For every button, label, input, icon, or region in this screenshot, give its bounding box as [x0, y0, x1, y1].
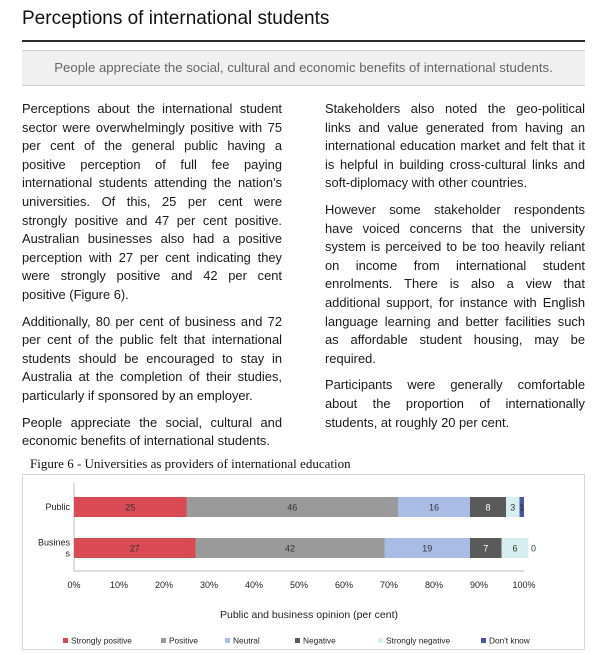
data-label: 16 [428, 502, 440, 513]
category-label: Busines [37, 537, 70, 548]
chart-frame [22, 474, 585, 650]
x-tick-label: 40% [244, 580, 264, 590]
legend-label: Strongly negative [386, 635, 451, 646]
body-column-left [22, 100, 282, 459]
category-label: Public [45, 502, 70, 512]
stacked-bar-chart [23, 475, 584, 649]
paragraph: People appreciate the social, cultural and economic benefits of international students. [22, 414, 282, 449]
legend-label: Neutral [233, 635, 260, 646]
legend-label: Strongly positive [71, 635, 132, 646]
data-label: 46 [287, 502, 298, 513]
data-label: 27 [129, 543, 140, 554]
x-tick-label: 60% [334, 580, 354, 590]
x-tick-label: 0% [67, 580, 81, 590]
legend-swatch [378, 638, 383, 643]
data-label: 19 [422, 543, 433, 554]
data-label: 0 [530, 543, 537, 554]
paragraph: Additionally, 80 per cent of business and 72 per cent of the public felt that international students should be encouraged to stay in Australia at the completion of their studies, particularly if sponsored by an employer. [22, 313, 282, 403]
legend-swatch [161, 638, 166, 643]
title-divider [22, 40, 585, 42]
data-label: 8 [485, 502, 491, 513]
x-axis-title: Public and business opinion (per cent) [219, 609, 399, 621]
category-label: s [65, 548, 70, 559]
paragraph: Perceptions about the international student sector were overwhelmingly positive with 75 per cent of the general public having a positive perception of full fee paying international students attending the nation's universities. Of this, 25 per cent were strongly positive and 47 per cent positive. Australian businesses also had a positive perception with 27 per cent indicating they were strongly positive and 42 per cent positive (Figure 6). [22, 101, 282, 302]
legend-label: Don't know [489, 635, 530, 646]
paragraph: Stakeholders also noted the geo-political links and value generated from having an international education market and felt that it is helpful in building cross-cultural links and soft-diplomacy with other countries. [325, 101, 585, 191]
x-tick-label: 80% [424, 580, 444, 590]
x-tick-label: 50% [289, 580, 309, 590]
legend-label: Positive [169, 635, 199, 646]
x-tick-label: 90% [469, 580, 489, 590]
data-label: 25 [125, 502, 136, 513]
x-tick-label: 30% [199, 580, 219, 590]
paragraph: Participants were generally comfortable about the proportion of internationally students, at roughly 20 per cent. [325, 377, 585, 430]
x-tick-label: 100% [512, 580, 536, 590]
data-label: 42 [284, 543, 296, 554]
pullquote: People appreciate the social, cultural and economic benefits of international students. [22, 50, 585, 86]
data-label: 7 [483, 543, 489, 554]
body-column-right [325, 100, 585, 440]
x-tick-label: 70% [379, 580, 399, 590]
paragraph: However some stakeholder respondents have voiced concerns that the university system is perceived to be too heavily reliant on income from international student enrolments. There is also a view that additional support, for instance with English language learning and better facilities such as affordable student housing, may be required. [325, 201, 585, 366]
legend-swatch [295, 638, 300, 643]
legend-swatch [63, 638, 68, 643]
data-label: 6 [512, 543, 518, 554]
figure-title: Figure 6 - Universities as providers of international education [30, 456, 351, 471]
page-title: Perceptions of international students [22, 8, 330, 29]
legend-label: Negative [303, 635, 336, 646]
x-tick-label: 10% [109, 580, 129, 590]
legend-swatch [481, 638, 486, 643]
data-label: 1 [519, 502, 525, 513]
x-tick-label: 20% [154, 580, 174, 590]
data-label: 3 [510, 502, 516, 513]
legend-swatch [225, 638, 230, 643]
